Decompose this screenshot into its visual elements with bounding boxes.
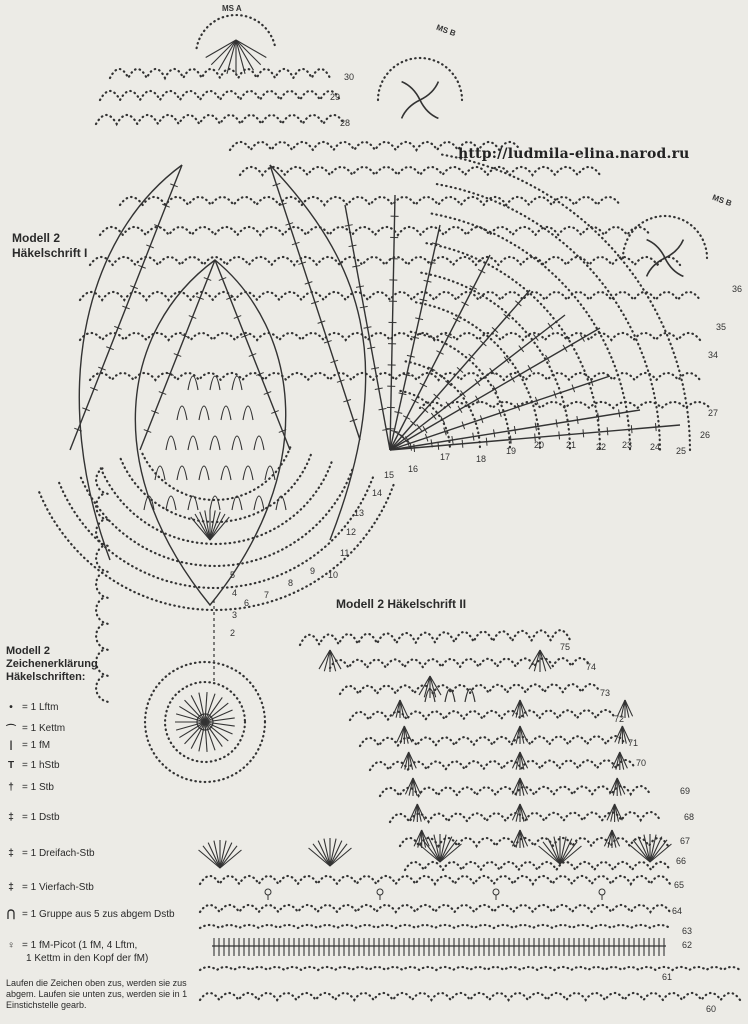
- round-number-chart-2: 66: [676, 856, 687, 866]
- stitch-fan: [619, 726, 623, 744]
- round-number-chart-1: 14: [372, 488, 383, 498]
- round-number-chart-2: 65: [674, 880, 685, 890]
- round-number-chart-1: 28: [340, 118, 351, 128]
- round-number-chart-1: 35: [716, 322, 727, 332]
- chain-scallop-row-30: [110, 69, 330, 78]
- round-number-chart-2: 62: [682, 940, 693, 950]
- chain-scallop-row-66: [405, 862, 670, 870]
- motif-rib: [270, 165, 366, 540]
- chain-scallop-row: [80, 333, 700, 340]
- round-number-chart-2: 64: [672, 906, 683, 916]
- group-stitch: [166, 436, 176, 450]
- chain-scallop-row-64: [200, 905, 670, 912]
- stitch-fan: [516, 830, 520, 848]
- stitch-crossbar: [410, 443, 411, 451]
- chain-scallop-row-28: [96, 115, 344, 124]
- ms-b-label-top: MS B: [435, 22, 457, 39]
- stitch-crossbar: [494, 429, 495, 437]
- round-number-chart-1: 29: [330, 92, 341, 102]
- stitch-crossbar: [475, 379, 480, 385]
- round-number-chart-1: 15: [384, 470, 395, 480]
- stitch-fan: [520, 804, 524, 822]
- ms-b-petal: [665, 258, 683, 276]
- round-number-chart-1: 10: [328, 570, 339, 580]
- base-flower-stitch: [199, 722, 205, 751]
- group-stitch: [199, 406, 209, 420]
- stitch-crossbar: [452, 436, 453, 444]
- group-stitch: [166, 496, 176, 510]
- motif-arc: [100, 462, 332, 544]
- chain-scallop-row-60: [200, 993, 740, 1000]
- stitch-fan: [417, 804, 425, 820]
- stitch-crossbar: [349, 245, 357, 246]
- round-number-chart-1: 36: [732, 284, 743, 294]
- stitch-crossbar: [375, 388, 383, 389]
- round-number-chart-1: 20: [534, 440, 545, 450]
- stitch-fan: [512, 804, 520, 820]
- stitch-crossbar: [607, 427, 608, 435]
- legend-item-text: = 1 fM: [22, 740, 51, 751]
- stitch-fan: [516, 778, 520, 796]
- round-number-chart-1: 5: [230, 570, 236, 580]
- legend-item-text: = 1 Dreifach-Stb: [22, 848, 95, 859]
- chain-scallop-row-70: [370, 760, 635, 770]
- round-number-chart-1: 21: [566, 440, 577, 450]
- legend-item-text: 1 Kettm in den Kopf der fM): [26, 953, 149, 964]
- ms-b-petal: [402, 100, 420, 118]
- motif-outline: [135, 260, 285, 605]
- stitch-fan: [612, 752, 620, 768]
- round-number-chart-1: 6: [244, 598, 250, 608]
- round-number-chart-1: 34: [708, 350, 719, 360]
- group-stitch: [210, 436, 220, 450]
- group-stitch: [243, 406, 253, 420]
- stitch-crossbar: [519, 346, 524, 352]
- legend-note: Laufen die Zeichen oben zus, werden sie zus abgem. Laufen sie unten zus, werden sie in 1 Einstichstelle gearb.: [6, 978, 188, 1010]
- stitch-crossbar: [438, 442, 439, 450]
- stitch-crossbar: [559, 431, 560, 439]
- ms-b-label-right: MS B: [711, 192, 733, 209]
- triple-treble-icon: ‡: [8, 848, 14, 859]
- stitch-crossbar: [431, 413, 436, 419]
- ms-b-petal: [402, 82, 420, 100]
- legend-item: [4, 848, 95, 859]
- picot-mark: [493, 889, 499, 895]
- stitch-crossbar: [619, 409, 620, 417]
- legend-item-text: = 1 Gruppe aus 5 zus abgem Dstb: [22, 909, 175, 920]
- round-number-chart-2: 74: [586, 662, 597, 672]
- ms-b-petal: [665, 240, 683, 258]
- side-chain: [96, 467, 108, 493]
- group-stitch: [221, 406, 231, 420]
- stitch-fan: [330, 650, 341, 669]
- half-double-icon: T: [7, 760, 15, 771]
- round-number-chart-2: 61: [662, 972, 673, 982]
- round-number-chart-1: 3: [232, 610, 238, 620]
- legend-item: [4, 782, 54, 793]
- single-crochet-icon: |: [9, 740, 13, 751]
- legend-item-text: = 1 Dstb: [22, 812, 60, 823]
- chain-scallop-row: [80, 292, 700, 300]
- round-number-chart-1: 4: [232, 588, 238, 598]
- stitch-crossbar: [548, 323, 553, 329]
- group-stitch: [177, 466, 187, 480]
- stitch-crossbar: [360, 306, 368, 307]
- group-stitch: [188, 436, 198, 450]
- stitch-fan: [404, 726, 408, 744]
- chart-1-title: [12, 231, 132, 261]
- stitch-crossbar: [556, 419, 557, 427]
- stitch-crossbar: [462, 440, 463, 448]
- group-stitch: [188, 376, 198, 390]
- stitch-fan: [404, 726, 412, 742]
- stitch-crossbar: [345, 225, 353, 226]
- chart-1-title-line-1: Modell 2: [12, 231, 61, 245]
- stitch-fan: [616, 752, 620, 770]
- legend-item-text: = 1 Kettm: [22, 723, 66, 734]
- stitch-fan: [622, 726, 626, 744]
- legend-item: [4, 940, 137, 951]
- legend-item: [4, 812, 60, 823]
- stitch-crossbar: [371, 368, 379, 369]
- round-number-chart-1: 23: [622, 440, 633, 450]
- legend-title-line-1: Modell 2: [6, 645, 51, 657]
- round-number-chart-2: 60: [706, 1004, 717, 1014]
- stitch-fan: [319, 650, 330, 669]
- round-number-chart-2: 63: [682, 926, 693, 936]
- chain-scallop-row-65: [200, 876, 670, 884]
- chain-scallop-row-71: [360, 736, 625, 746]
- stitch-fan: [615, 804, 623, 820]
- stitch-crossbar: [367, 347, 375, 348]
- legend-item-text: = 1 Lftm: [22, 702, 59, 713]
- stitch-crossbar: [528, 365, 532, 372]
- stitch-crossbar: [473, 433, 474, 441]
- chain-scallop-row: [120, 197, 620, 205]
- chart-2-graphic: [199, 630, 740, 1000]
- stitch-fan: [400, 726, 404, 744]
- stitch-fan: [409, 778, 413, 796]
- stitch-crossbar: [535, 423, 536, 431]
- stitch-crossbar: [577, 416, 578, 424]
- stitch-fan: [409, 752, 413, 770]
- legend-title-line-3: Häkelschriften:: [6, 671, 86, 683]
- legend-item: [4, 909, 175, 920]
- group-stitch: [243, 466, 253, 480]
- motif-arc: [80, 470, 353, 566]
- ms-b-arc: [623, 216, 707, 258]
- legend-item: [4, 760, 60, 771]
- stitch-fan: [625, 700, 629, 718]
- group-stitch: [254, 436, 264, 450]
- chain-scallop-row: [240, 167, 600, 175]
- stitch-fan: [520, 752, 528, 768]
- round-number-chart-2: 71: [628, 738, 639, 748]
- legend-title-line-2: Zeichenerklärung: [6, 658, 98, 670]
- round-number-chart-1: 22: [596, 442, 607, 452]
- stitch-crossbar: [631, 425, 632, 433]
- legend-item-text: = 1 Vierfach-Stb: [22, 882, 94, 893]
- dot-chain-icon: •: [9, 702, 13, 713]
- stitch-crossbar: [423, 426, 427, 433]
- stitch-crossbar: [514, 426, 515, 434]
- ms-b-petal: [420, 100, 438, 118]
- stitch-fan: [520, 778, 528, 794]
- stitch-fan: [617, 778, 625, 794]
- group-stitch: [188, 496, 198, 510]
- group-stitch: [210, 376, 220, 390]
- stitch-fan: [540, 650, 546, 671]
- stitch-crossbar: [486, 438, 487, 446]
- stitch-crossbar: [655, 423, 656, 431]
- stitch-fan: [419, 676, 430, 695]
- chart-1-graphic: [39, 15, 710, 782]
- round-number-chart-1: 26: [700, 430, 711, 440]
- round-number-chart-2: 72: [614, 714, 625, 724]
- stitch-fan: [520, 700, 528, 716]
- base-flower-stitch: [199, 693, 205, 722]
- stitch-crossbar: [583, 429, 584, 437]
- stitch-fan: [413, 804, 417, 822]
- stitch-fan: [610, 778, 618, 794]
- stitch-fan: [612, 830, 620, 846]
- stitch-fan: [397, 726, 405, 742]
- round-number-chart-1: 7: [264, 590, 270, 600]
- round-number-chart-1: 13: [354, 508, 365, 518]
- legend-item-text: = 1 fM-Picot (1 fM, 4 Lftm,: [22, 940, 138, 951]
- stitch-crossbar: [533, 334, 538, 340]
- legend-item: [26, 953, 148, 964]
- group-stitch: [177, 406, 187, 420]
- stitch-crossbar: [446, 402, 451, 408]
- ray-arc: [427, 243, 601, 450]
- legend-item: [4, 882, 94, 893]
- stitch-fan: [520, 726, 524, 744]
- stitch-fan: [516, 726, 520, 744]
- legend-item: [4, 740, 50, 751]
- picot-mark: [265, 889, 271, 895]
- round-number-chart-2: 75: [560, 642, 571, 652]
- stitch-fan: [625, 700, 633, 716]
- round-number-chart-1: 16: [408, 464, 419, 474]
- group-stitch: [210, 496, 220, 510]
- round-number-chart-1: 19: [506, 446, 517, 456]
- motif-rib: [79, 165, 182, 560]
- ms-b-petal: [647, 240, 665, 258]
- stitch-crossbar: [417, 424, 422, 430]
- round-number-chart-2: 68: [684, 812, 695, 822]
- side-chain: [96, 597, 108, 623]
- ray-arc: [432, 214, 633, 450]
- chain-scallop-row-61: [200, 967, 740, 970]
- legend-title: [6, 645, 116, 684]
- double-crochet-icon: †: [8, 782, 14, 793]
- round-number-chart-1: 30: [344, 72, 355, 82]
- round-number-chart-2: 70: [636, 758, 647, 768]
- chain-scallop-row-72: [350, 710, 615, 720]
- group-stitch: [155, 466, 165, 480]
- chart-1-title-line-2: Häkelschrift I: [12, 246, 88, 260]
- round-number-chart-2: 67: [680, 836, 691, 846]
- stitch-crossbar: [504, 357, 509, 363]
- stitch-fan: [413, 778, 417, 796]
- round-number-chart-1: 18: [476, 454, 487, 464]
- stitch-fan: [405, 778, 413, 794]
- treble-crochet-icon: ‡: [8, 812, 14, 823]
- round-number-chart-1: 8: [288, 578, 294, 588]
- stitch-fan: [520, 726, 528, 742]
- stitch-crossbar: [379, 408, 387, 409]
- chain-scallop-row-63: [200, 925, 670, 928]
- source-url: http://ludmila-elina.narod.ru: [458, 146, 690, 162]
- stitch-crossbar: [364, 327, 372, 328]
- quad-treble-icon: ‡: [8, 882, 14, 893]
- round-number-chart-1: 24: [650, 442, 661, 452]
- round-number-chart-1: 25: [676, 446, 687, 456]
- round-number-chart-1: 27: [708, 408, 719, 418]
- group-five-icon: ⋂: [6, 909, 16, 920]
- ms-b-petal: [420, 82, 438, 100]
- round-number-chart-1: 12: [346, 527, 357, 537]
- stitch-fan: [392, 700, 400, 716]
- round-number-chart-1: 2: [230, 628, 236, 638]
- stitch-crossbar: [356, 286, 364, 287]
- round-number-chart-1: 9: [310, 566, 316, 576]
- stitch-fan: [422, 830, 426, 848]
- stitch-crossbar: [563, 345, 567, 352]
- ray-arc: [442, 155, 690, 450]
- round-number-chart-1: 11: [340, 548, 350, 558]
- chain-scallop-row: [90, 257, 680, 265]
- stitch-crossbar: [458, 406, 462, 413]
- legend-item: [4, 721, 65, 736]
- legend-item: [4, 702, 58, 713]
- chain-scallop-row-75: [300, 630, 570, 645]
- legend-item-text: = 1 hStb: [22, 760, 60, 771]
- chart-2-title: Modell 2 Häkelschrift II: [336, 597, 467, 611]
- legend-item-text: = 1 Stb: [22, 782, 54, 793]
- group-stitch: [254, 496, 264, 510]
- ms-a-label: MS A: [222, 4, 242, 13]
- picot-mark: [599, 889, 605, 895]
- stitch-fan: [607, 804, 615, 820]
- stitch-crossbar: [510, 375, 514, 382]
- chain-scallop-row-74: [330, 658, 590, 668]
- stitch-fan: [604, 830, 612, 846]
- stitch-crossbar: [414, 444, 415, 452]
- picot-icon: ♀: [7, 940, 15, 951]
- stitch-fan: [410, 804, 418, 820]
- slip-stitch-icon: ⌒: [6, 725, 16, 736]
- stitch-fan: [396, 700, 400, 718]
- round-number-chart-2: 69: [680, 786, 691, 796]
- stitch-crossbar: [352, 266, 360, 267]
- picot-mark: [377, 889, 383, 895]
- chain-scallop-row-29: [100, 91, 340, 100]
- stitch-fan: [405, 752, 409, 770]
- chain-scallop-row: [100, 227, 650, 235]
- group-stitch: [221, 466, 231, 480]
- stitch-fan: [540, 650, 551, 669]
- ms-b-arc: [378, 58, 462, 100]
- group-stitch: [232, 436, 242, 450]
- round-number-chart-1: 17: [440, 452, 451, 462]
- group-stitch: [199, 466, 209, 480]
- round-number-chart-2: 73: [600, 688, 611, 698]
